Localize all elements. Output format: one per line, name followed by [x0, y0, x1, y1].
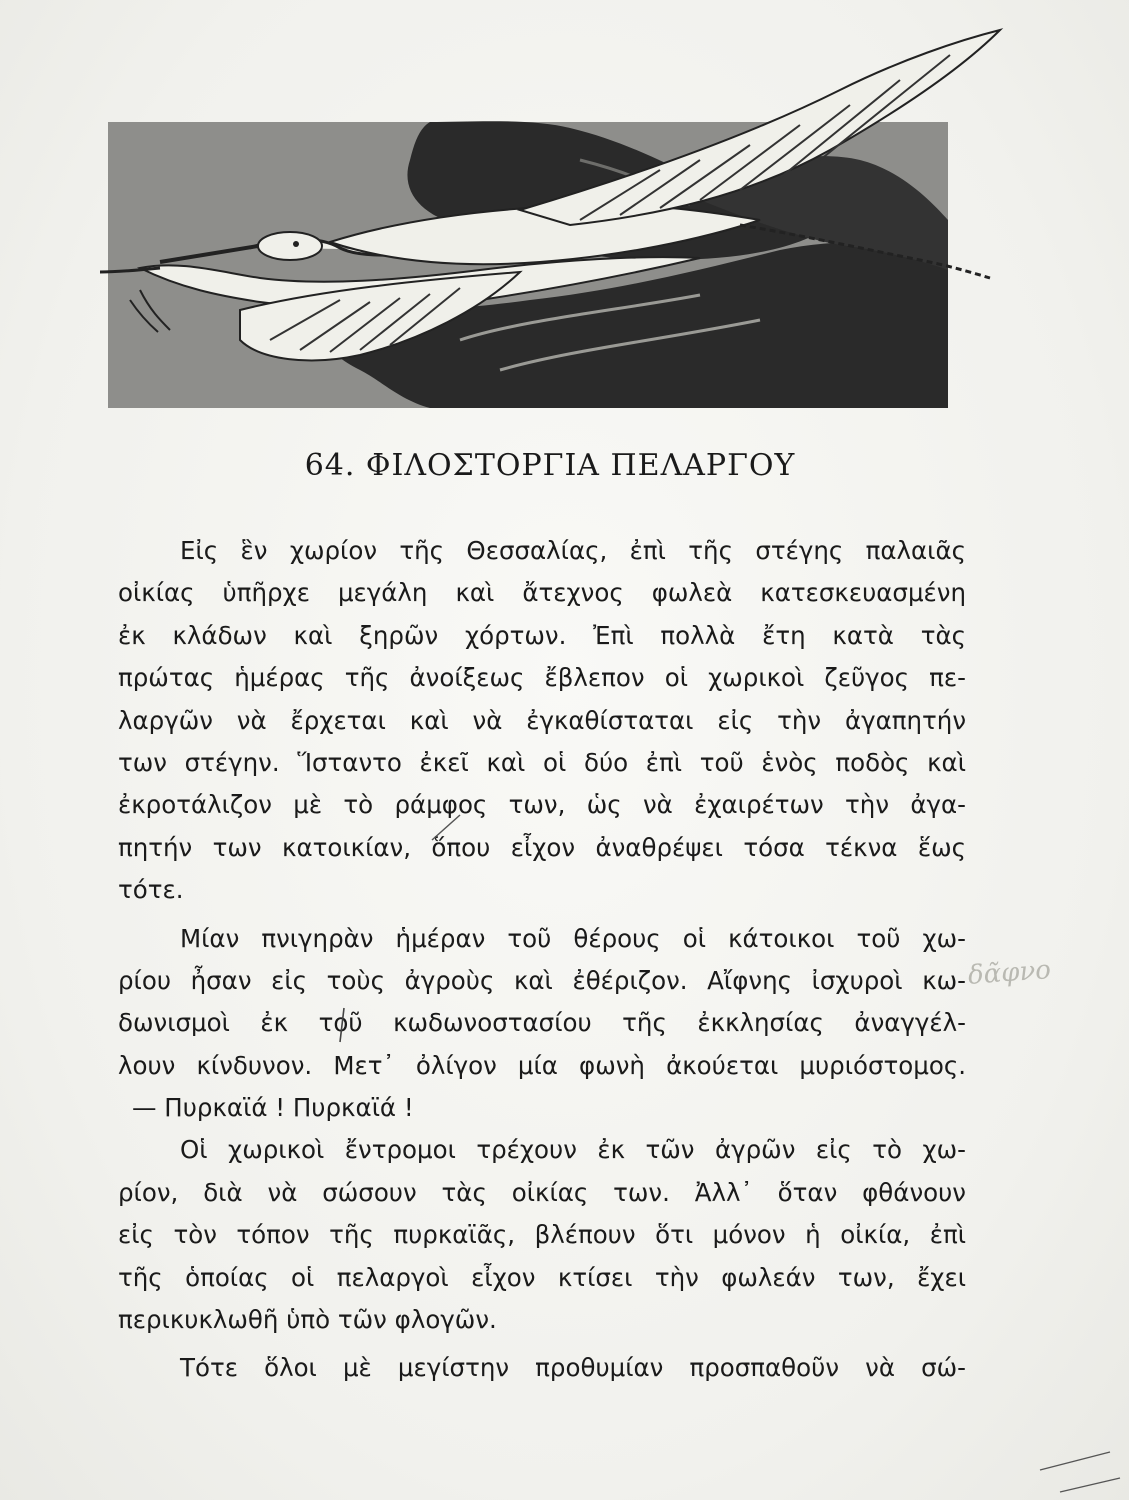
text-line: των στέγην. Ἵσταντο ἐκεῖ καὶ οἱ δύο ἐπὶ τοῦ ἑνὸς ποδὸς καὶ: [118, 747, 966, 777]
text-line: περικυκλωθῆ ὑπὸ τῶν φλογῶν.: [118, 1305, 497, 1335]
text-line: τῆς ὁποίας οἱ πελαργοὶ εἶχον κτίσει τὴν φωλεάν των, ἔχει: [118, 1262, 966, 1292]
text-line: λουν κίνδυνον. Μετ᾽ ὀλίγον μία φωνὴ ἀκούεται μυριόστομος.: [118, 1050, 966, 1080]
text-line: πρώτας ἡμέρας τῆς ἀνοίξεως ἔβλεπον οἱ χωρικοὶ ζεῦγος πε-: [118, 663, 966, 693]
pencil-underline-1: [1040, 1452, 1110, 1470]
text-line: οἰκίας ὑπῆρχε μεγάλη καὶ ἄτεχνος φωλεὰ κατεσκευασμένη: [118, 578, 966, 608]
chapter-body: [118, 530, 966, 1390]
front-stork-head: [258, 232, 322, 260]
text-line: — Πυρκαϊά ! Πυρκαϊά !: [132, 1093, 414, 1123]
text-line: ἐκροτάλιζον μὲ τὸ ράμφος των, ὡς νὰ ἐχαιρέτων τὴν ἀγα-: [118, 790, 966, 820]
pencil-underline-2: [1060, 1478, 1120, 1492]
text-line: ρίον, διὰ νὰ σώσουν τὰς οἰκίας των. Ἀλλ᾽ ὅταν φθάνουν: [118, 1177, 966, 1207]
text-line: Εἰς ἓν χωρίον τῆς Θεσσαλίας, ἐπὶ τῆς στέγης παλαιᾶς: [180, 536, 966, 565]
margin-pencil-note: δᾶφνο: [967, 955, 1052, 991]
front-stork-eye: [293, 241, 299, 247]
text-line: Μίαν πνιγηρὰν ἡμέραν τοῦ θέρους οἱ κάτοικοι τοῦ χω-: [180, 923, 966, 953]
chapter-title: 64. ΦΙΛΟΣΤΟΡΓΙΑ ΠΕΛΑΡΓΟΥ: [304, 448, 796, 483]
text-line: δωνισμοὶ ἐκ τοῦ κωδωνοστασίου τῆς ἐκκλησίας ἀναγγέλ-: [118, 1008, 966, 1038]
text-line: πητήν των κατοικίαν, ὅπου εἶχον ἀναθρέψει τόσα τέκνα ἕως: [118, 832, 966, 862]
text-line: Οἱ χωρικοὶ ἔντρομοι τρέχουν ἐκ τῶν ἀγρῶν εἰς τὸ χω-: [180, 1135, 966, 1165]
text-line: ἐκ κλάδων καὶ ξηρῶν χόρτων. Ἐπὶ πολλὰ ἔτη κατὰ τὰς: [118, 620, 966, 650]
text-line: ρίου ἦσαν εἰς τοὺς ἀγροὺς καὶ ἐθέριζον. Αἴφνης ἰσχυροὶ κω-: [118, 965, 966, 995]
text-line: τότε.: [118, 875, 184, 905]
text-line: εἰς τὸν τόπον τῆς πυρκαϊᾶς, βλέπουν ὅτι μόνον ἡ οἰκία, ἐπὶ: [118, 1220, 966, 1250]
text-line: λαργῶν νὰ ἔρχεται καὶ νὰ ἐγκαθίσταται εἰς τὴν ἀγαπητήν: [118, 705, 966, 735]
stork-woodcut-illustration: [100, 10, 1050, 410]
text-line: Τότε ὅλοι μὲ μεγίστην προθυμίαν προσπαθοῦν νὰ σώ-: [180, 1353, 966, 1383]
